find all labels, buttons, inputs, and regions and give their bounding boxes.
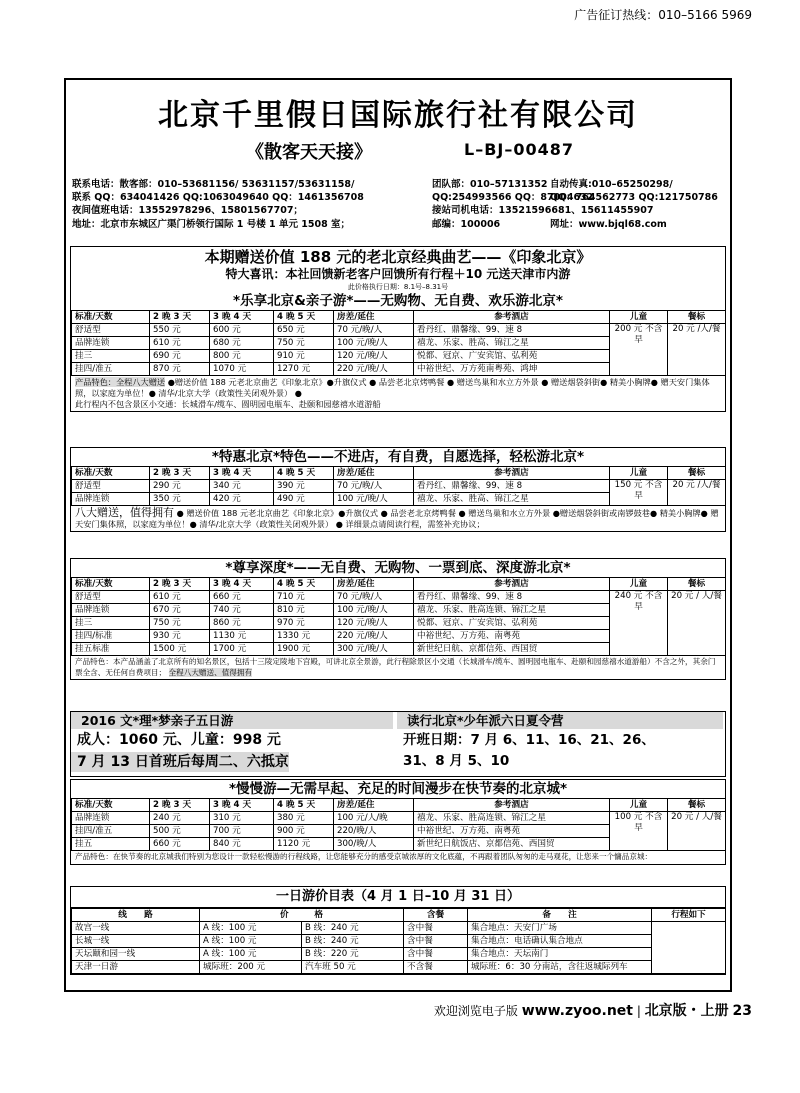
table-cell: 120 元/晚/人	[334, 350, 414, 363]
header-cell: 2 晚 3 天	[150, 799, 210, 812]
table-header-row	[72, 799, 726, 812]
header-cell: 房差/延住	[334, 799, 414, 812]
table-cell: 740 元	[210, 604, 274, 617]
table-cell: 中裕世纪、万方苑、南粤苑	[414, 825, 610, 838]
table-cell: B 线：240 元	[302, 922, 404, 935]
header-cell: 儿童	[610, 467, 668, 480]
family-camp-price: 成人：1060 元、儿童：998 元	[77, 732, 281, 748]
table-cell: 970 元	[274, 617, 334, 630]
table-cell: 悦都、冠京、广安宾馆、弘利苑	[414, 617, 610, 630]
header-cell: 4 晚 5 天	[274, 578, 334, 591]
table-cell: 品牌连锁	[72, 604, 150, 617]
table-cell: 900 元	[274, 825, 334, 838]
table-cell: 670 元	[150, 604, 210, 617]
header-cell: 行程如下	[652, 909, 726, 922]
table-cell: 挂四/准五	[72, 825, 150, 838]
tour-price-table	[71, 577, 726, 656]
table-cell: A 线：100 元	[200, 948, 302, 961]
ad-frame	[64, 78, 732, 992]
table-row	[72, 935, 726, 948]
header-cell: 标准/天数	[72, 578, 150, 591]
header-cell: 2 晚 3 天	[150, 311, 210, 324]
contact-row-address	[72, 218, 728, 231]
tour-leisure-beijing	[70, 779, 726, 865]
contact-team: 团队部：010–57131352	[432, 179, 548, 190]
child-price: 240 元 不含早	[610, 591, 668, 656]
table-cell: 600 元	[210, 324, 274, 337]
table-cell: 420 元	[210, 493, 274, 506]
table-cell: 长城一线	[72, 935, 200, 948]
table-cell: 350 元	[150, 493, 210, 506]
table-cell: 870 元	[150, 363, 210, 376]
table-cell: 490 元	[274, 493, 334, 506]
table-cell: 930 元	[150, 630, 210, 643]
tour-features	[71, 376, 725, 411]
tour-features	[71, 656, 725, 679]
footer-separator: |	[636, 1004, 641, 1018]
table-cell: 挂五	[72, 838, 150, 851]
table-cell: 新世纪日航饭店、京都信苑、西国贸	[414, 838, 610, 851]
header-cell: 2 晚 3 天	[150, 578, 210, 591]
table-cell: 挂四/准五	[72, 363, 150, 376]
table-cell: 380 元	[274, 812, 334, 825]
tour-special-beijing	[70, 447, 726, 532]
meal-price: 20 元 / 人/餐	[668, 591, 726, 656]
header-cell: 3 晚 4 天	[210, 467, 274, 480]
feature-exclusions: 此行程内不包含景区小交通：长城滑车/缆车、圆明园电瓶车、赴颐和园慈禧水道游船	[75, 399, 381, 409]
child-price: 150 元 不含早	[610, 480, 668, 506]
header-cell: 参考酒店	[414, 311, 610, 324]
table-cell: 看丹红、鼎馨缘、99、速 8	[414, 480, 610, 493]
tour-enjoy-beijing	[70, 246, 726, 412]
table-cell: 1270 元	[274, 363, 334, 376]
day-tour-title: 一日游价目表（4 月 1 日–10 月 31 日）	[71, 887, 725, 908]
table-cell: 100 元/晚/人	[334, 604, 414, 617]
license-number: L–BJ–00487	[464, 140, 575, 159]
tour-title: *乐享北京&亲子游*——无购物、无自费、欢乐游北京*	[233, 293, 563, 309]
meal-price: 20 元 /人/餐	[668, 324, 726, 376]
header-cell: 儿童	[610, 578, 668, 591]
youth-camp	[397, 712, 723, 776]
header-cell: 标准/天数	[72, 467, 150, 480]
header-cell: 标准/天数	[72, 799, 150, 812]
header-cell: 餐标	[668, 311, 726, 324]
header-cell: 房差/延住	[334, 467, 414, 480]
table-cell: 1070 元	[210, 363, 274, 376]
table-row	[72, 480, 726, 493]
tour-title: *慢慢游—无需早起、充足的时间漫步在快节奏的北京城*	[228, 781, 568, 797]
table-cell	[652, 922, 726, 974]
table-cell: 挂四/标准	[72, 630, 150, 643]
table-row	[72, 591, 726, 604]
header-cell: 4 晚 5 天	[274, 311, 334, 324]
table-cell: 220/晚/人	[334, 825, 414, 838]
table-cell: 220 元/晚/人	[334, 630, 414, 643]
contact-night-phone: 夜间值班电话：13552978296、15801567707；	[72, 205, 303, 217]
tour-features	[71, 506, 725, 531]
table-cell: 悦都、冠京、广安宾馆、弘利苑	[414, 350, 610, 363]
price-valid-date: 此价格执行日期：8.1号–8.31号	[347, 283, 449, 291]
table-cell: 750 元	[274, 337, 334, 350]
feature-highlight: 全程八大赠送、值得拥有	[168, 667, 253, 677]
table-cell: 660 元	[210, 591, 274, 604]
table-header-row	[72, 578, 726, 591]
meal-price: 20 元 /人/餐	[668, 480, 726, 506]
table-cell: 1130 元	[210, 630, 274, 643]
table-cell: 挂五标准	[72, 643, 150, 656]
table-cell: 100 元/人/晚	[334, 812, 414, 825]
table-cell: 660 元	[150, 838, 210, 851]
contact-qq-3: QQ：764562773 QQ:121750786	[550, 192, 718, 204]
header-cell: 参考酒店	[414, 799, 610, 812]
table-cell: 710 元	[274, 591, 334, 604]
meal-price: 20 元 / 人/餐	[668, 812, 726, 851]
table-cell: 舒适型	[72, 591, 150, 604]
gift-subheadline: 特大喜讯：本社回馈新老客户回馈所有行程＋10 元送天津市内游	[225, 267, 571, 281]
table-cell: 品牌连锁	[72, 493, 150, 506]
contact-block	[72, 178, 728, 231]
table-cell: 含中餐	[404, 935, 468, 948]
table-cell: 看丹红、鼎馨缘、99、速 8	[414, 324, 610, 337]
ad-hotline: 广告征订热线：010–5166 5969	[574, 8, 752, 22]
table-cell: 550 元	[150, 324, 210, 337]
youth-camp-dates-2: 31、8 月 5、10	[403, 753, 510, 769]
tour-price-table	[71, 798, 726, 851]
table-cell: 集合地点：天坛南门	[468, 948, 652, 961]
table-cell: 810 元	[274, 604, 334, 617]
header-cell: 标准/天数	[72, 311, 150, 324]
contact-driver-phone: 接站司机电话：13521596681、15611455907	[432, 205, 654, 217]
contact-postcode: 邮编：100006	[432, 218, 501, 230]
table-cell: 680 元	[210, 337, 274, 350]
child-price: 100 元 不含早	[610, 812, 668, 851]
header-cell: 餐标	[668, 467, 726, 480]
table-cell: A 线：100 元	[200, 935, 302, 948]
table-row	[72, 324, 726, 337]
table-cell: 看丹红、鼎馨缘、99、速 8	[414, 591, 610, 604]
header-cell: 餐标	[668, 799, 726, 812]
child-price: 200 元 不含早	[610, 324, 668, 376]
table-cell: 中裕世纪、万方苑南粤苑、鸿坤	[414, 363, 610, 376]
table-cell: 含中餐	[404, 922, 468, 935]
family-camp-schedule: 7 月 13 日首班后每周二、六抵京	[71, 752, 289, 772]
table-cell: B 线：240 元	[302, 935, 404, 948]
table-cell: 310 元	[210, 812, 274, 825]
table-cell: 650 元	[274, 324, 334, 337]
youth-camp-dates-1: 开班日期：7 月 6、11、16、21、26、	[403, 732, 655, 748]
table-cell: 禧龙、乐家、胜高连锁、锦江之星	[414, 812, 610, 825]
table-cell: 1700 元	[210, 643, 274, 656]
feature-text: 产品特色：本产品涵盖了北京所有的知名景区，包括十三陵定陵地下宫殿，可讲北京全景游，此行程除景区小交通（长城滑车/缆车、圆明园电瓶车、赴颐和园慈禧水道游船）不含之外，其余门票全含、无任何自费项目；	[75, 657, 716, 677]
table-cell: 含中餐	[404, 948, 468, 961]
table-cell: 610 元	[150, 591, 210, 604]
table-cell: 70 元/晚/人	[334, 480, 414, 493]
table-row	[72, 961, 726, 974]
contact-row-phone	[72, 178, 728, 191]
table-cell: 1120 元	[274, 838, 334, 851]
table-cell: 240 元	[150, 812, 210, 825]
table-cell: 100 元/晚/人	[334, 493, 414, 506]
header-cell: 2 晚 3 天	[150, 467, 210, 480]
contact-row-qq	[72, 191, 728, 204]
contact-phone: 联系电话：散客部：010–53681156/ 53631157/53631158/	[72, 179, 355, 190]
header-cell: 3 晚 4 天	[210, 311, 274, 324]
page-number: 23	[732, 1003, 752, 1019]
tour-title: *尊享深度*——无自费、无购物、一票到底、深度游北京*	[225, 560, 571, 576]
youth-camp-title: 读行北京*少年派六日夏令营	[397, 712, 723, 729]
page-footer	[434, 1000, 752, 1020]
table-header-row	[72, 311, 726, 324]
table-cell: 300 元/晚/人	[334, 643, 414, 656]
footer-site-link[interactable]: www.zyoo.net	[521, 1003, 633, 1019]
table-cell: 610 元	[150, 337, 210, 350]
header-cell: 含餐	[404, 909, 468, 922]
table-cell: 挂三	[72, 617, 150, 630]
contact-fax: 自动传真:010–65250298/	[550, 179, 673, 190]
table-cell: A 线：100 元	[200, 922, 302, 935]
header-cell: 房差/延住	[334, 311, 414, 324]
header-cell: 儿童	[610, 799, 668, 812]
table-cell: 集合地点：电话确认集合地点	[468, 935, 652, 948]
table-cell: 禧龙、乐家、胜高连锁、锦江之星	[414, 604, 610, 617]
header-cell: 4 晚 5 天	[274, 799, 334, 812]
table-cell: 城际班：200 元	[200, 961, 302, 974]
contact-qq-2: QQ:254993566 QQ：87004632	[432, 192, 594, 204]
table-cell: 300/晚/人	[334, 838, 414, 851]
feature-text: ●赠送价值 188 元老北京曲艺《印象北京》●升旗仪式 ● 品尝老北京烤鸭餐 ● 赠送鸟巢和水立方外景 ● 赠送烟袋斜街● 精美小胸牌● 赠天安门集体照，以家庭为单位！● 清华/北京大学（政策性关闭观外景） ●	[75, 377, 710, 398]
table-cell: 故宫一线	[72, 922, 200, 935]
table-cell: 220 元/晚/人	[334, 363, 414, 376]
header-cell: 价 格	[200, 909, 404, 922]
slogan: 《散客天天接》	[246, 142, 372, 163]
table-cell: 汽车班 50 元	[302, 961, 404, 974]
table-cell: 1900 元	[274, 643, 334, 656]
table-cell: 品牌连锁	[72, 812, 150, 825]
feature-label: 产品特色：全程八大赠送	[75, 377, 166, 387]
table-cell: 290 元	[150, 480, 210, 493]
feature-label: 八大赠送，值得拥有	[75, 506, 174, 519]
table-cell: 新世纪日航、京都信苑、西国贸	[414, 643, 610, 656]
table-cell: 城际班：6：30 分南站，含往返城际列车	[468, 961, 652, 974]
feature-text: ● 赠送价值 188 元老北京曲艺《印象北京》●升旗仪式 ● 品尝老北京烤鸭餐 ● 赠送鸟巢和水立方外景 ●赠送烟袋斜街或南锣鼓巷● 精美小胸牌● 赠天安门集体照，以家庭为单位！● 清华/北京大学（政策性关闭观外景） ● 详细景点请阅读行程，需签补充协议；	[75, 508, 719, 529]
table-cell: 不含餐	[404, 961, 468, 974]
day-tour-table	[71, 908, 726, 974]
gift-headline: 本期赠送价值 188 元的老北京经典曲艺——《印象北京》	[204, 248, 592, 266]
tour-premium-beijing	[70, 558, 726, 680]
contact-qq-1: 联系 QQ：634041426 QQ:1063049640 QQ：1461356708	[72, 192, 364, 204]
table-cell: 100 元/晚/人	[334, 337, 414, 350]
header-cell: 儿童	[610, 311, 668, 324]
tour-price-table	[71, 466, 726, 506]
table-header-row	[72, 467, 726, 480]
table-cell: 700 元	[210, 825, 274, 838]
table-cell: 390 元	[274, 480, 334, 493]
table-row	[72, 812, 726, 825]
table-cell: 1500 元	[150, 643, 210, 656]
table-cell: 天津一日游	[72, 961, 200, 974]
family-camp-title: 2016 文*理*梦亲子五日游	[71, 712, 393, 729]
day-tour-price-list	[70, 886, 726, 975]
header-cell: 备 注	[468, 909, 652, 922]
feature-text: 产品特色：在快节奏的北京城我们特别为您设计一款轻松慢游的行程线路，让您能够充分的感受京城浓厚的文化底蕴，不再跟着团队匆匆的走马观花，让您来一个慵品京城：	[75, 852, 653, 861]
table-cell: 舒适型	[72, 324, 150, 337]
table-cell: 禧龙、乐家、胜高、锦江之星	[414, 337, 610, 350]
header-cell: 4 晚 5 天	[274, 467, 334, 480]
footer-edition: 北京版・上册	[644, 1003, 729, 1019]
contact-website: 网址：www.bjql68.com	[550, 218, 667, 230]
table-cell: 舒适型	[72, 480, 150, 493]
tour-title: *特惠北京*特色——不进店，有自费，自愿选择，轻松游北京*	[211, 449, 585, 465]
table-cell: 860 元	[210, 617, 274, 630]
table-cell: 挂三	[72, 350, 150, 363]
header-cell: 餐标	[668, 578, 726, 591]
table-cell: 800 元	[210, 350, 274, 363]
header-cell: 参考酒店	[414, 578, 610, 591]
tour-price-table	[71, 310, 726, 376]
footer-welcome: 欢迎浏览电子版	[433, 1004, 518, 1018]
table-cell: 690 元	[150, 350, 210, 363]
table-cell: 340 元	[210, 480, 274, 493]
table-cell: 500 元	[150, 825, 210, 838]
table-cell: 1330 元	[274, 630, 334, 643]
table-cell: 中裕世纪、万方苑、南粤苑	[414, 630, 610, 643]
table-cell: 120 元/晚/人	[334, 617, 414, 630]
table-row	[72, 948, 726, 961]
header-cell: 房差/延住	[334, 578, 414, 591]
company-name: 北京千里假日国际旅行社有限公司	[158, 98, 638, 133]
table-cell: 集合地点：天安门广场	[468, 922, 652, 935]
header-cell: 参考酒店	[414, 467, 610, 480]
header-cell: 3 晚 4 天	[210, 799, 274, 812]
table-cell: 70 元/晚/人	[334, 591, 414, 604]
header-cell: 线 路	[72, 909, 200, 922]
table-cell: B 线：220 元	[302, 948, 404, 961]
table-cell: 750 元	[150, 617, 210, 630]
contact-address: 地址：北京市东城区广渠门桥领行国际 1 号楼 1 单元 1508 室；	[72, 218, 351, 230]
tour-features	[71, 851, 725, 864]
table-row	[72, 922, 726, 935]
family-camp	[71, 712, 393, 776]
table-cell: 禧龙、乐家、胜高、锦江之星	[414, 493, 610, 506]
header-cell: 3 晚 4 天	[210, 578, 274, 591]
table-cell: 70 元/晚/人	[334, 324, 414, 337]
table-header-row	[72, 909, 726, 922]
promo-camps	[70, 711, 726, 777]
table-cell: 910 元	[274, 350, 334, 363]
table-cell: 840 元	[210, 838, 274, 851]
table-cell: 天坛颐和园一线	[72, 948, 200, 961]
contact-row-night	[72, 204, 728, 217]
table-cell: 品牌连锁	[72, 337, 150, 350]
